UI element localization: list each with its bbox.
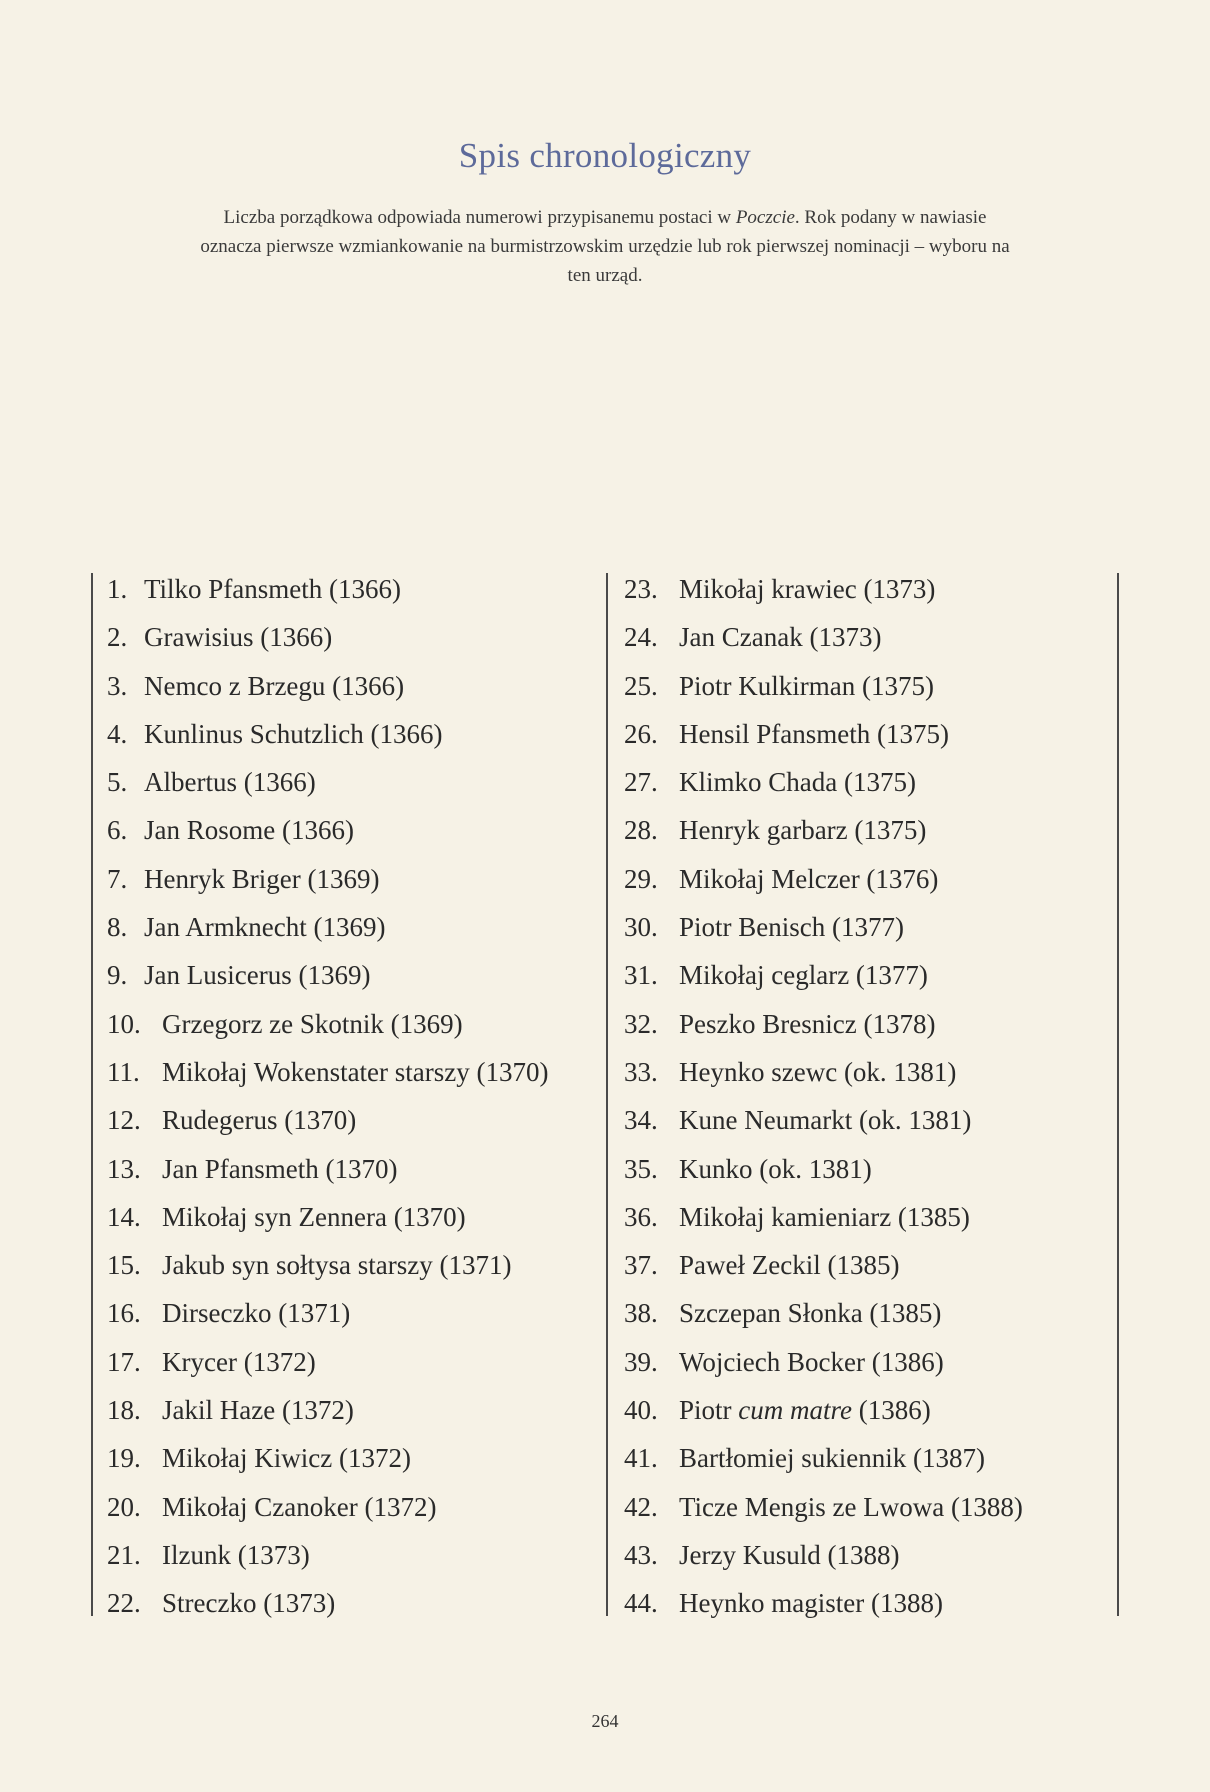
list-item xyxy=(107,806,549,854)
list-item xyxy=(624,1145,1023,1193)
entry-name: Jerzy Kusuld (1388) xyxy=(679,1539,900,1570)
list-item xyxy=(624,1531,1023,1579)
list-item xyxy=(624,710,1023,758)
entry-name: Albertus (1366) xyxy=(144,767,316,798)
entry-name: Piotr Benisch (1377) xyxy=(679,912,904,943)
entry-name-part: Piotr xyxy=(679,1395,739,1426)
chronological-list-right xyxy=(624,565,1023,1628)
entry-number: 11. xyxy=(107,1056,140,1087)
entry-number: 16. xyxy=(107,1298,141,1329)
list-item xyxy=(107,613,549,661)
list-item xyxy=(624,806,1023,854)
intro-text-start: Liczba porządkowa odpowiada numerowi przypisanemu postaci w xyxy=(223,207,736,228)
entry-name: Peszko Bresnicz (1378) xyxy=(679,1008,936,1039)
list-item xyxy=(107,758,549,806)
chronological-list-left xyxy=(107,565,549,1628)
entry-name: Kunko (ok. 1381) xyxy=(679,1153,872,1184)
entry-number: 41. xyxy=(624,1443,658,1474)
entry-number: 34. xyxy=(624,1105,658,1136)
entry-name: Ticze Mengis ze Lwowa (1388) xyxy=(679,1491,1023,1522)
entry-name-part: (1386) xyxy=(852,1395,931,1426)
entry-name: Henryk garbarz (1375) xyxy=(679,815,927,846)
entry-number: 44. xyxy=(624,1588,658,1619)
entry-number: 23. xyxy=(624,574,658,604)
entry-name: Jan Rosome (1366) xyxy=(144,815,354,846)
list-item xyxy=(107,1289,549,1337)
entry-number: 43. xyxy=(624,1539,658,1570)
entry-number: 4. xyxy=(107,718,128,749)
entry-number: 38. xyxy=(624,1298,658,1329)
entry-number: 39. xyxy=(624,1346,658,1377)
entry-number: 31. xyxy=(624,960,658,991)
entry-name: Jakil Haze (1372) xyxy=(162,1395,354,1426)
entry-number: 20. xyxy=(107,1491,141,1522)
list-item xyxy=(107,1193,549,1241)
entry-number: 21. xyxy=(107,1539,141,1570)
entry-number: 13. xyxy=(107,1153,141,1184)
center-vertical-rule xyxy=(606,573,608,1616)
list-item xyxy=(107,662,549,710)
list-item xyxy=(107,565,549,613)
left-vertical-rule xyxy=(91,573,93,1616)
list-item xyxy=(624,1096,1023,1144)
entry-name: Kunlinus Schutzlich (1366) xyxy=(144,718,443,749)
right-vertical-rule xyxy=(1117,573,1119,1616)
list-item xyxy=(624,1241,1023,1289)
entry-name: Paweł Zeckil (1385) xyxy=(679,1250,900,1281)
entry-name: Rudegerus (1370) xyxy=(162,1105,357,1136)
list-item xyxy=(107,855,549,903)
entry-number: 37. xyxy=(624,1250,658,1281)
list-item xyxy=(107,1579,549,1627)
entry-name: Nemco z Brzegu (1366) xyxy=(144,670,405,701)
list-item xyxy=(107,1096,549,1144)
list-item xyxy=(624,1386,1023,1434)
entry-name: Mikołaj ceglarz (1377) xyxy=(679,960,928,991)
list-item xyxy=(624,1289,1023,1337)
page-number: 264 xyxy=(591,1711,619,1731)
entry-name: Jan Czanak (1373) xyxy=(679,622,882,653)
entry-name: Mikołaj kamieniarz (1385) xyxy=(679,1201,970,1232)
list-item xyxy=(107,1000,549,1048)
list-item xyxy=(624,1338,1023,1386)
list-item xyxy=(107,710,549,758)
entry-number: 5. xyxy=(107,767,128,798)
entry-name: Mikołaj krawiec (1373) xyxy=(679,574,936,604)
entry-name: Wojciech Bocker (1386) xyxy=(679,1346,944,1377)
list-item xyxy=(107,1048,549,1096)
list-item xyxy=(107,1483,549,1531)
entry-number: 42. xyxy=(624,1491,658,1522)
list-item xyxy=(624,565,1023,613)
entry-name: Piotr Kulkirman (1375) xyxy=(679,670,934,701)
entry-number: 27. xyxy=(624,767,658,798)
entry-number: 33. xyxy=(624,1056,658,1087)
entry-number: 10. xyxy=(107,1008,141,1039)
entry-name: Krycer (1372) xyxy=(162,1346,316,1377)
entry-name: Grawisius (1366) xyxy=(144,622,333,653)
list-item xyxy=(107,1145,549,1193)
list-item xyxy=(624,855,1023,903)
entry-number: 35. xyxy=(624,1153,658,1184)
entry-name: Bartłomiej sukiennik (1387) xyxy=(679,1443,985,1474)
entry-name: Ilzunk (1373) xyxy=(162,1539,310,1570)
entry-number: 12. xyxy=(107,1105,141,1136)
entry-name: Grzegorz ze Skotnik (1369) xyxy=(162,1008,463,1039)
entry-number: 15. xyxy=(107,1250,141,1281)
entry-number: 3. xyxy=(107,670,128,701)
list-item xyxy=(624,1579,1023,1627)
list-item xyxy=(107,1386,549,1434)
list-item xyxy=(624,1483,1023,1531)
entry-name: Henryk Briger (1369) xyxy=(144,863,380,894)
intro-text-end: . Rok podany w nawiasie oznacza pierwsze wzmiankowanie na burmistrzowskim urzędzie lub rok pierwszej nominacji – wyboru na ten urząd. xyxy=(200,207,1010,286)
list-item xyxy=(107,1531,549,1579)
entry-number: 7. xyxy=(107,863,128,894)
entry-number: 36. xyxy=(624,1201,658,1232)
entry-name: Jan Pfansmeth (1370) xyxy=(162,1153,398,1184)
entry-name: Mikołaj Czanoker (1372) xyxy=(162,1491,437,1522)
entry-name: Heynko magister (1388) xyxy=(679,1588,943,1619)
entry-name: Tilko Pfansmeth (1366) xyxy=(144,574,402,604)
entry-name: Mikołaj Melczer (1376) xyxy=(679,863,939,894)
entry-number: 6. xyxy=(107,815,128,846)
entry-name: Hensil Pfansmeth (1375) xyxy=(679,718,949,749)
entry-name: Heynko szewc (ok. 1381) xyxy=(679,1056,957,1087)
entry-number: 29. xyxy=(624,863,658,894)
entry-number: 18. xyxy=(107,1395,141,1426)
list-item xyxy=(624,1193,1023,1241)
entry-number: 2. xyxy=(107,622,128,653)
entry-name-italic: cum matre xyxy=(738,1395,852,1426)
list-item xyxy=(107,1241,549,1289)
list-item xyxy=(624,1048,1023,1096)
entry-number: 25. xyxy=(624,670,658,701)
entry-number: 28. xyxy=(624,815,658,846)
entry-number: 32. xyxy=(624,1008,658,1039)
entry-number: 22. xyxy=(107,1588,141,1619)
entry-number: 8. xyxy=(107,912,128,943)
entry-name: Mikołaj Wokenstater starszy (1370) xyxy=(162,1056,549,1087)
list-item xyxy=(624,1000,1023,1048)
entry-number: 1. xyxy=(107,574,128,604)
intro-paragraph xyxy=(200,203,1010,290)
entry-name: Jan Armknecht (1369) xyxy=(144,912,386,943)
list-item xyxy=(624,951,1023,999)
entry-number: 26. xyxy=(624,718,658,749)
list-item xyxy=(624,758,1023,806)
list-item xyxy=(624,1434,1023,1482)
list-item xyxy=(624,662,1023,710)
entry-name: Jakub syn sołtysa starszy (1371) xyxy=(162,1250,512,1281)
entry-name: Kune Neumarkt (ok. 1381) xyxy=(679,1105,972,1136)
entry-number: 30. xyxy=(624,912,658,943)
list-item xyxy=(107,951,549,999)
entry-name: Szczepan Słonka (1385) xyxy=(679,1298,942,1329)
list-item xyxy=(624,613,1023,661)
entry-name: Streczko (1373) xyxy=(162,1588,336,1619)
entry-number: 24. xyxy=(624,622,658,653)
entry-number: 17. xyxy=(107,1346,141,1377)
list-item xyxy=(107,1338,549,1386)
list-item xyxy=(624,903,1023,951)
entry-name: Klimko Chada (1375) xyxy=(679,767,916,798)
entry-number: 9. xyxy=(107,960,128,991)
entry-name: Mikołaj Kiwicz (1372) xyxy=(162,1443,411,1474)
list-item xyxy=(107,903,549,951)
entry-name: Jan Lusicerus (1369) xyxy=(144,960,371,991)
list-item xyxy=(107,1434,549,1482)
entry-number: 40. xyxy=(624,1395,658,1426)
entry-name: Dirseczko (1371) xyxy=(162,1298,351,1329)
intro-italic-title: Poczcie xyxy=(735,207,795,228)
entry-number: 14. xyxy=(107,1201,141,1232)
page-title: Spis chronologiczny xyxy=(458,136,752,175)
entry-number: 19. xyxy=(107,1443,141,1474)
entry-name: Mikołaj syn Zennera (1370) xyxy=(162,1201,466,1232)
